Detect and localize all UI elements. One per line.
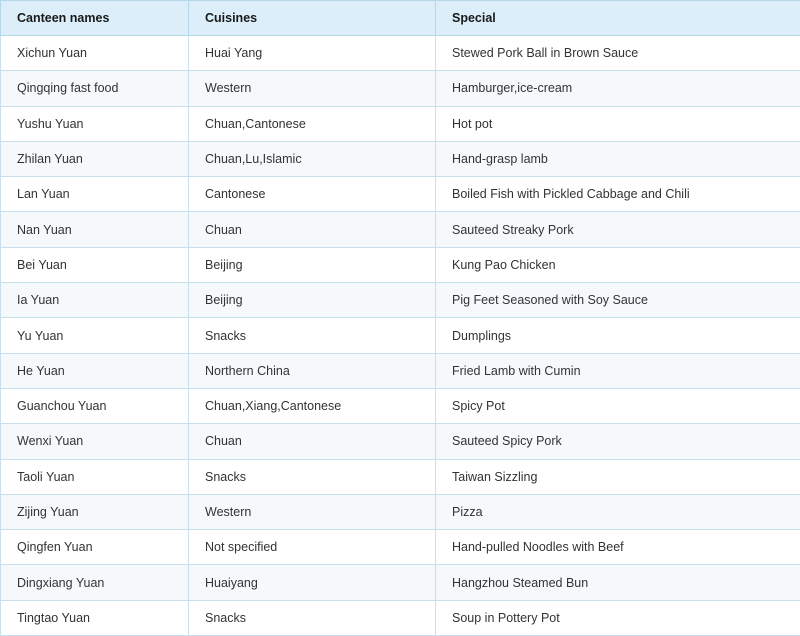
cuisines-cell: Chuan [189, 424, 436, 459]
canteen-name-cell: Ia Yuan [1, 283, 189, 318]
table-header [1, 1, 800, 36]
special-cell: Hamburger,ice-cream [436, 71, 800, 106]
header-canteen-names: Canteen names [1, 1, 189, 36]
cuisines-cell: Not specified [189, 530, 436, 565]
canteen-name-cell: Tingtao Yuan [1, 600, 189, 635]
canteen-name-cell: Yushu Yuan [1, 106, 189, 141]
canteen-name-cell: Xichun Yuan [1, 36, 189, 71]
cuisines-cell: Western [189, 494, 436, 529]
canteen-name-cell: Qingqing fast food [1, 71, 189, 106]
table-row [1, 212, 800, 247]
table-row [1, 424, 800, 459]
special-cell: Stewed Pork Ball in Brown Sauce [436, 36, 800, 71]
cuisines-cell: Beijing [189, 283, 436, 318]
special-cell: Taiwan Sizzling [436, 459, 800, 494]
table-row [1, 247, 800, 282]
table-row [1, 71, 800, 106]
table-row [1, 106, 800, 141]
special-cell: Fried Lamb with Cumin [436, 353, 800, 388]
canteen-name-cell: Taoli Yuan [1, 459, 189, 494]
table-row [1, 388, 800, 423]
table-row [1, 459, 800, 494]
canteen-name-cell: Zhilan Yuan [1, 141, 189, 176]
header-special: Special [436, 1, 800, 36]
cuisines-cell: Chuan,Xiang,Cantonese [189, 388, 436, 423]
cuisines-cell: Snacks [189, 459, 436, 494]
cuisines-cell: Huaiyang [189, 565, 436, 600]
canteen-name-cell: Guanchou Yuan [1, 388, 189, 423]
table-body [1, 36, 800, 636]
cuisines-cell: Chuan [189, 212, 436, 247]
special-cell: Kung Pao Chicken [436, 247, 800, 282]
cuisines-cell: Beijing [189, 247, 436, 282]
special-cell: Dumplings [436, 318, 800, 353]
table-row [1, 565, 800, 600]
cuisines-cell: Chuan,Cantonese [189, 106, 436, 141]
table-row [1, 353, 800, 388]
table-row [1, 494, 800, 529]
canteen-name-cell: Lan Yuan [1, 177, 189, 212]
cuisines-cell: Chuan,Lu,Islamic [189, 141, 436, 176]
cuisines-cell: Northern China [189, 353, 436, 388]
canteen-name-cell: Wenxi Yuan [1, 424, 189, 459]
header-row [1, 1, 800, 36]
canteen-name-cell: Zijing Yuan [1, 494, 189, 529]
special-cell: Soup in Pottery Pot [436, 600, 800, 635]
canteen-name-cell: Yu Yuan [1, 318, 189, 353]
special-cell: Spicy Pot [436, 388, 800, 423]
canteen-name-cell: Nan Yuan [1, 212, 189, 247]
table-row [1, 283, 800, 318]
special-cell: Hangzhou Steamed Bun [436, 565, 800, 600]
cuisines-cell: Snacks [189, 318, 436, 353]
canteen-name-cell: He Yuan [1, 353, 189, 388]
canteen-name-cell: Bei Yuan [1, 247, 189, 282]
cuisines-cell: Huai Yang [189, 36, 436, 71]
table-row [1, 177, 800, 212]
special-cell: Sauteed Streaky Pork [436, 212, 800, 247]
canteen-name-cell: Dingxiang Yuan [1, 565, 189, 600]
special-cell: Pig Feet Seasoned with Soy Sauce [436, 283, 800, 318]
special-cell: Pizza [436, 494, 800, 529]
table-row [1, 36, 800, 71]
table-row [1, 600, 800, 635]
special-cell: Sauteed Spicy Pork [436, 424, 800, 459]
table-row [1, 141, 800, 176]
special-cell: Hot pot [436, 106, 800, 141]
cuisines-cell: Cantonese [189, 177, 436, 212]
header-cuisines: Cuisines [189, 1, 436, 36]
special-cell: Boiled Fish with Pickled Cabbage and Chili [436, 177, 800, 212]
table-row [1, 318, 800, 353]
special-cell: Hand-grasp lamb [436, 141, 800, 176]
canteen-name-cell: Qingfen Yuan [1, 530, 189, 565]
cuisines-cell: Western [189, 71, 436, 106]
cuisines-cell: Snacks [189, 600, 436, 635]
special-cell: Hand-pulled Noodles with Beef [436, 530, 800, 565]
table-row [1, 530, 800, 565]
